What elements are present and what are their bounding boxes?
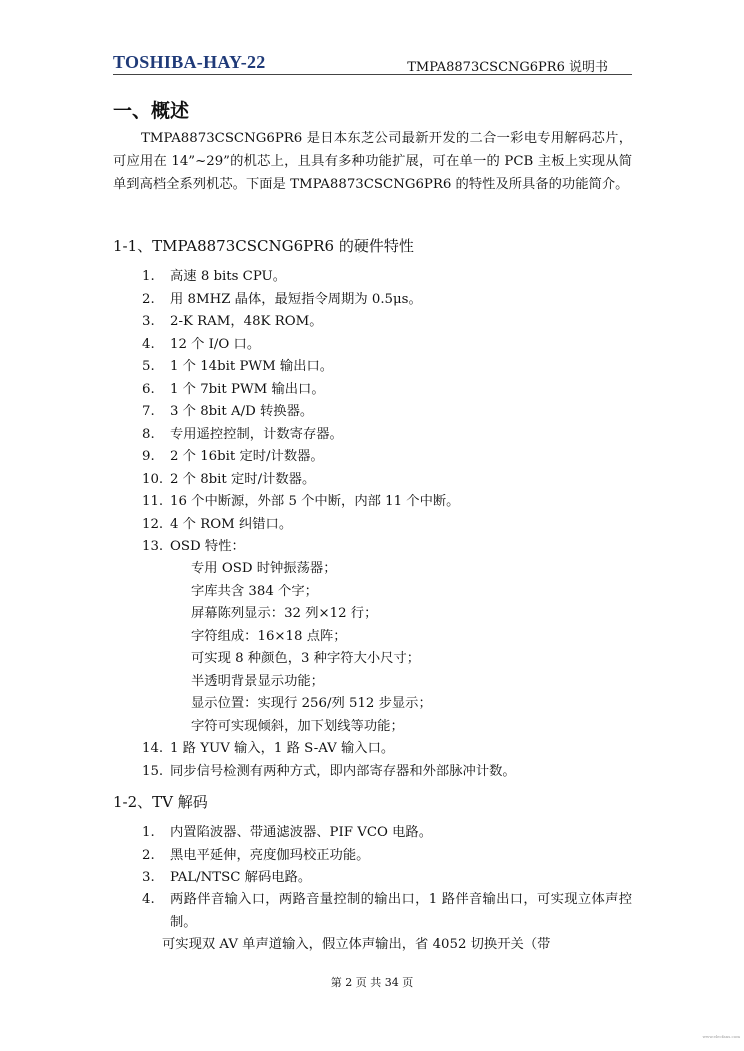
osd-feature-item: 字符组成：16×18 点阵； <box>191 628 347 644</box>
hardware-feature-list-continued <box>142 738 516 783</box>
list-item: 13. OSD 特性： <box>142 539 245 554</box>
list-item: 10. 2 个 8bit 定时/计数器。 <box>142 471 316 487</box>
list-item: 1. 内置陷波器、带通滤波器、PIF VCO 电路。 <box>142 825 433 840</box>
list-item: 2. 用 8MHZ 晶体，最短指令周期为 0.5μs。 <box>142 291 422 307</box>
list-item: 15. 同步信号检测有两种方式，即内部寄存器和外部脉冲计数。 <box>142 763 516 779</box>
list-item: 5. 1 个 14bit PWM 输出口。 <box>142 359 334 374</box>
osd-feature-item: 字库共含 384 个字； <box>191 583 318 599</box>
list-item: 1. 高速 8 bits CPU。 <box>142 269 287 284</box>
list-item: 8. 专用遥控控制，计数寄存器。 <box>142 426 343 442</box>
page-footer: 第 2 页 共 34 页 <box>330 976 414 989</box>
list-item: 9. 2 个 16bit 定时/计数器。 <box>142 449 324 464</box>
tv-decode-list <box>142 822 432 890</box>
osd-feature-item: 字符可实现倾斜，加下划线等功能； <box>191 718 404 734</box>
section-title-overview: 一、概述 <box>113 100 190 122</box>
osd-feature-item: 半透明背景显示功能； <box>191 673 324 689</box>
osd-feature-item: 可实现 8 种颜色，3 种字符大小尺寸； <box>191 651 421 666</box>
osd-feature-item: 显示位置：实现行 256/列 512 步显示； <box>191 696 432 711</box>
osd-feature-item: 专用 OSD 时钟振荡器； <box>191 561 337 576</box>
item-continuation: 可实现双 AV 单声道输入，假立体声输出，省 4052 切换开关（带 <box>162 937 551 952</box>
list-item: 12. 4 个 ROM 纠错口。 <box>142 516 293 532</box>
osd-feature-item: 屏幕陈列显示：32 列×12 行； <box>191 606 378 621</box>
osd-feature-list <box>191 558 432 738</box>
list-item: 3. 2-K RAM，48K ROM。 <box>142 314 323 329</box>
list-item: 2. 黑电平延伸，亮度伽玛校正功能。 <box>142 847 370 863</box>
list-item: 7. 3 个 8bit A/D 转换器。 <box>142 404 314 419</box>
list-item: 11. 16 个中断源，外部 5 个中断，内部 11 个中断。 <box>142 494 460 509</box>
item-text: 两路伴音输入口，两路音量控制的输出口，1 路伴音输出口，可实现立体声控制。 <box>170 892 632 930</box>
list-item: 14. 1 路 YUV 输入，1 路 S-AV 输入口。 <box>142 741 395 756</box>
header-divider <box>113 74 632 75</box>
list-item: 3. PAL/NTSC 解码电路。 <box>142 870 312 885</box>
tv-decode-item-4: 4. 两路伴音输入口，两路音量控制的输出口，1 路伴音输出口，可实现立体声控制。 可实现双 AV 单声道输入，假立体声输出，省 4052 切换开关（带 <box>142 889 632 957</box>
header-brand: TOSHIBA-HAY-22 <box>113 52 266 72</box>
header-doc-title: TMPA8873CSCNG6PR6 说明书 <box>407 60 608 75</box>
overview-paragraph: TMPA8873CSCNG6PR6 是日本东芝公司最新开发的二合一彩电专用解码芯片，可应用在 14”~29”的机芯上，且具有多种功能扩展，可在单一的 PCB 主板上实现从简单到高档全系列机芯。下面是 TMPA8873CSCNG6PR6 的特性及所具备的功能简介。 <box>113 131 632 192</box>
hardware-feature-list <box>142 266 459 559</box>
corner-watermark: www.elecfans.com <box>702 1034 740 1039</box>
list-item: 4. 12 个 I/O 口。 <box>142 336 261 352</box>
section-title-hardware: 1-1、TMPA8873CSCNG6PR6 的硬件特性 <box>113 237 414 255</box>
section-title-tv-decode: 1-2、TV 解码 <box>113 793 208 811</box>
list-item: 6. 1 个 7bit PWM 输出口。 <box>142 381 325 397</box>
